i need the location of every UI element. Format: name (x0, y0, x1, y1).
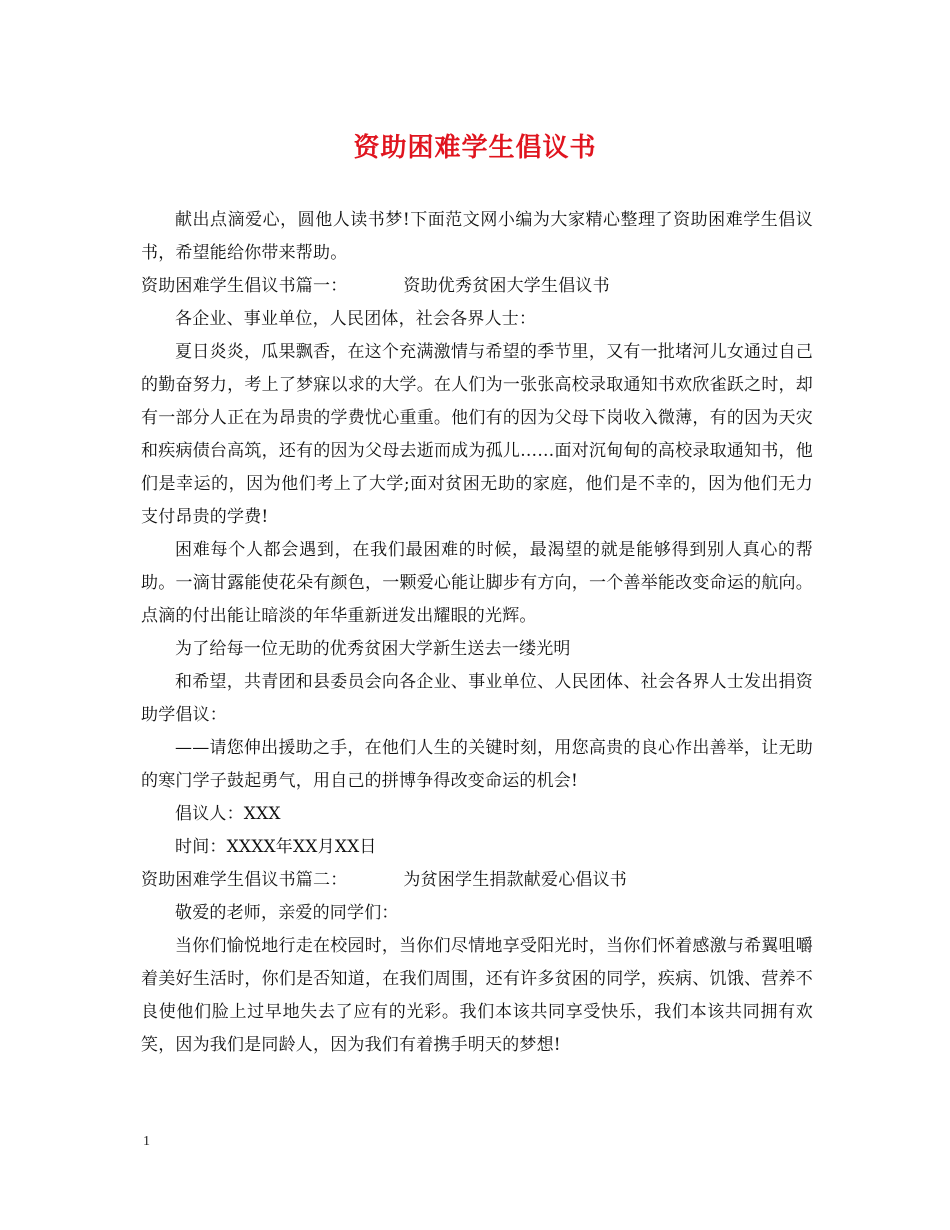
page-number: 1 (143, 1134, 150, 1149)
body-paragraph: 困难每个人都会遇到，在我们最困难的时候，最渴望的就是能够得到别人真心的帮助。一滴甘露能使花朵有颜色，一颗爱心能让脚步有方向，一个善举能改变命运的航向。点滴的付出能让暗淡的年华重新迸发出耀眼的光辉。 (141, 540, 813, 626)
body-paragraph: 为了给每一位无助的优秀贫困大学新生送去一缕光明 (175, 639, 571, 659)
section-heading-1-title: 资助优秀贫困大学生倡议书 (403, 276, 610, 296)
initiator-line: 倡议人：XXX (175, 804, 281, 824)
body-paragraph: 和希望，共青团和县委员会向各企业、事业单位、人民团体、社会各界人士发出捐资助学倡议： (141, 672, 813, 725)
date-line: 时间：XXXX年XX月XX日 (175, 837, 377, 857)
section-heading-1-label: 资助困难学生倡议书篇一： (141, 276, 348, 296)
section-heading-2-label: 资助困难学生倡议书篇二： (141, 870, 348, 890)
body-paragraph: 夏日炎炎，瓜果飘香，在这个充满激情与希望的季节里，又有一批堵河儿女通过自己的勤奋努力，考上了梦寐以求的大学。在人们为一张张高校录取通知书欢欣雀跃之时，却有一部分人正在为昂贵的学费忧心重重。他们有的因为父母下岗收入微薄，有的因为天灾和疾病债台高筑，还有的因为父母去逝而成为孤儿……面对沉甸甸的高校录取通知书，他们是幸运的，因为他们考上了大学;面对贫困无助的家庭，他们是不幸的，因为他们无力支付昂贵的学费! (141, 342, 813, 527)
section-heading-2-title: 为贫困学生捐款献爱心倡议书 (403, 870, 628, 890)
salutation-paragraph: 各企业、事业单位，人民团体，社会各界人士： (175, 309, 537, 329)
section-heading-1 (141, 270, 813, 303)
salutation-paragraph: 敬爱的老师，亲爱的同学们： (175, 903, 399, 923)
document-body (141, 204, 813, 1062)
intro-paragraph: 献出点滴爱心，圆他人读书梦!下面范文网小编为大家精心整理了资助困难学生倡议书，希望能给你带来帮助。 (141, 210, 813, 263)
section-heading-2 (141, 864, 813, 897)
document-title: 资助困难学生倡议书 (353, 133, 597, 163)
body-paragraph: 当你们愉悦地行走在校园时，当你们尽情地享受阳光时，当你们怀着感激与希翼咀嚼着美好生活时，你们是否知道，在我们周围，还有许多贫困的同学，疾病、饥饿、营养不良使他们脸上过早地失去了应有的光彩。我们本该共同享受快乐，我们本该共同拥有欢笑，因为我们是同龄人，因为我们有着携手明天的梦想! (141, 936, 813, 1055)
body-paragraph: ——请您伸出援助之手，在他们人生的关键时刻，用您高贵的良心作出善举，让无助的寒门学子鼓起勇气，用自己的拼博争得改变命运的机会! (141, 738, 813, 791)
